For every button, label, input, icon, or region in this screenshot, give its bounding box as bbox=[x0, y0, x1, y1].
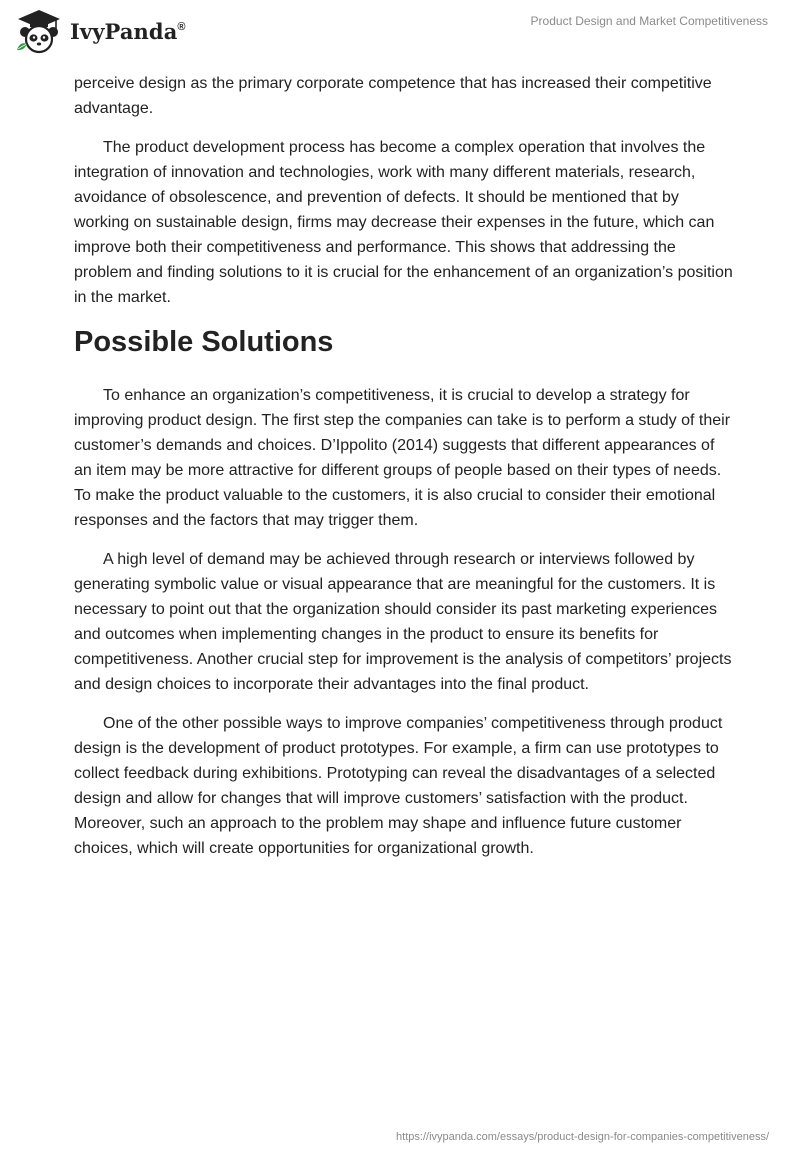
section-heading: Possible Solutions bbox=[74, 326, 334, 358]
page-header bbox=[0, 0, 800, 64]
paragraph: A high level of demand may be achieved through research or interviews followed by generating symbolic value or visual appearance that are meaningful for the customers. It is necessary to point out that the organization should consider its past marketing experiences and outcomes when implementing changes in the product to ensure its benefits for competitiveness. Another crucial step for improvement is the analysis of competitors’ projects and design choices to incorporate their advantages into the final product. bbox=[74, 551, 732, 693]
essay-content bbox=[74, 71, 734, 875]
paragraph-continued: perceive design as the primary corporate competence that has increased their competitive advantage. bbox=[74, 75, 712, 117]
document-title: Product Design and Market Competitiveness bbox=[530, 14, 768, 28]
panda-graduation-cap-icon bbox=[14, 8, 64, 54]
paragraph: One of the other possible ways to improve companies’ competitiveness through product design is the development of product prototypes. For example, a firm can use prototypes to collect feedback during exhibitions. Prototyping can reveal the disadvantages of a selected design and allow for changes that will improve customers’ satisfaction with the product. Moreover, such an approach to the problem may shape and influence future customer choices, which will create opportunities for organizational growth. bbox=[74, 715, 723, 857]
brand-name: IvyPanda® bbox=[70, 18, 186, 44]
ivypanda-logo[interactable] bbox=[14, 8, 186, 54]
source-url[interactable]: https://ivypanda.com/essays/product-design-for-companies-competitiveness/ bbox=[396, 1131, 769, 1143]
paragraph: To enhance an organization’s competitiveness, it is crucial to develop a strategy for improving product design. The first step the companies can take is to perform a study of their customer’s demands and choices. D’Ippolito (2014) suggests that different appearances of an item may be more attractive for different groups of people based on their types of needs. To make the product valuable to the customers, it is also crucial to consider their emotional responses and the factors that may trigger them. bbox=[74, 387, 731, 529]
paragraph: The product development process has become a complex operation that involves the integration of innovation and technologies, work with many different materials, research, avoidance of obsolescence, and prevention of defects. It should be mentioned that by working on sustainable design, firms may decrease their expenses in the future, which can improve both their competitiveness and performance. This shows that addressing the problem and finding solutions to it is crucial for the enhancement of an organization’s position in the market. bbox=[74, 139, 733, 306]
